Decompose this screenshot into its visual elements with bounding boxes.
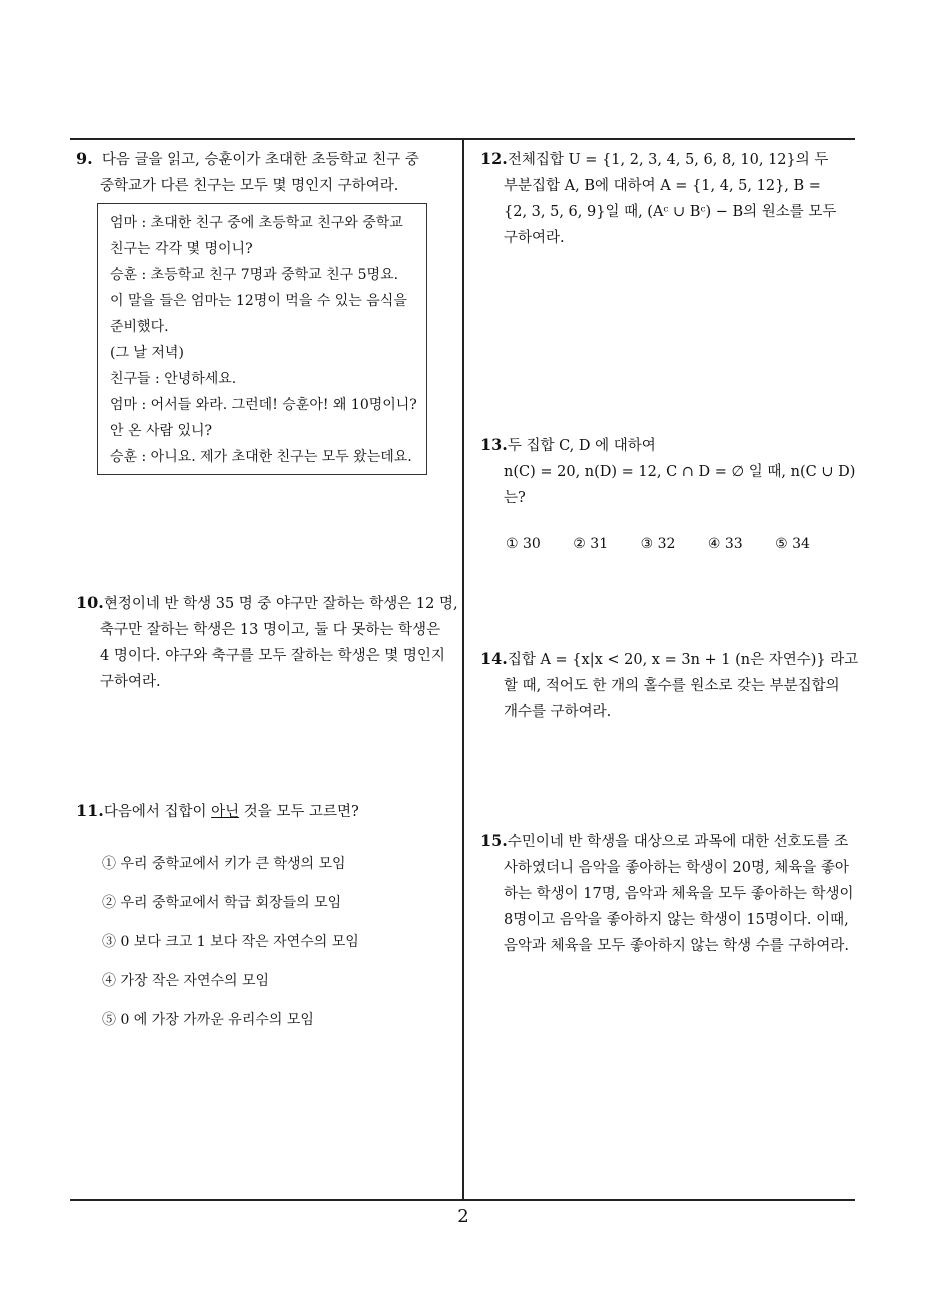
question-number: 14. (480, 649, 508, 668)
question-text: 하는 학생이 17명, 음악과 체육을 모두 좋아하는 학생이 (504, 886, 854, 902)
dialogue-line: 친구들 : 안녕하세요. (110, 371, 237, 387)
dialogue-line: 이 말을 들은 엄마는 12명이 먹을 수 있는 음식을 (110, 293, 407, 309)
question-10 (76, 590, 460, 695)
question-text: 8명이고 음악을 좋아하지 않는 학생이 15명이다. 이때, (504, 912, 849, 928)
question-text: 전체집합 U = {1, 2, 3, 4, 5, 6, 8, 10, 12}의 두 (507, 152, 829, 168)
question-text: 두 집합 C, D 에 대하여 (507, 438, 656, 454)
dialogue-line: 안 온 사람 있니? (110, 423, 213, 439)
question-10-line-1 (76, 590, 460, 617)
question-text: 다음에서 집합이 (103, 804, 212, 820)
question-text: 다음 글을 읽고, 승훈이가 초대한 초등학교 친구 중 (101, 152, 419, 168)
option-5: ⑤ 0 에 가장 가까운 유리수의 모임 (102, 1012, 314, 1028)
question-15-line-1 (480, 828, 860, 855)
dialogue-line: (그 날 저녁) (110, 345, 184, 361)
question-text: 현정이네 반 학생 35 명 중 야구만 잘하는 학생은 12 명, (103, 596, 458, 612)
question-11 (76, 798, 460, 825)
question-text: 중학교가 다른 친구는 모두 몇 명인지 구하여라. (100, 178, 399, 194)
dialogue-line: 친구는 각각 몇 명이니? (110, 241, 253, 257)
dialogue-line: 준비했다. (110, 319, 169, 335)
question-number: 10. (76, 593, 104, 612)
choice-4: ④ 33 (707, 536, 743, 552)
question-14 (480, 646, 860, 725)
question-text: 축구만 잘하는 학생은 13 명이고, 둘 다 못하는 학생은 (100, 622, 441, 638)
choice-5: ⑤ 34 (775, 536, 810, 552)
question-text: 4 명이다. 야구와 축구를 모두 잘하는 학생은 몇 명인지 (100, 648, 445, 664)
question-12-line-1 (480, 146, 860, 173)
underlined-word: 아닌 (211, 804, 240, 820)
question-15 (480, 828, 860, 959)
option-4: ④ 가장 작은 자연수의 모임 (102, 973, 270, 989)
question-text: 할 때, 적어도 한 개의 홀수를 원소로 갖는 부분집합의 (504, 678, 840, 694)
question-text: {2, 3, 5, 6, 9}일 때, (Aᶜ ∪ Bᶜ) − B의 원소를 모두 (504, 204, 837, 220)
question-text: 부분집합 A, B에 대하여 A = {1, 4, 5, 12}, B = (504, 178, 821, 194)
question-text: 수민이네 반 학생을 대상으로 과목에 대한 선호도를 조 (507, 834, 849, 850)
question-text: 집합 A = {x|x < 20, x = 3n + 1 (n은 자연수)} 라고 (507, 652, 859, 668)
option-2: ② 우리 중학교에서 학급 회장들의 모임 (102, 895, 342, 911)
question-14-line-1 (480, 646, 860, 673)
choice-3: ③ 32 (640, 536, 676, 552)
question-12 (480, 146, 860, 251)
question-11-line-1 (76, 798, 460, 825)
question-text: 는? (504, 490, 526, 506)
question-number: 11. (76, 801, 104, 820)
question-text: 구하여라. (504, 230, 565, 246)
dialogue-line: 엄마 : 어서들 와라. 그런데! 승훈아! 왜 10명이니? (110, 397, 417, 413)
option-1: ① 우리 중학교에서 키가 큰 학생의 모임 (102, 856, 346, 872)
dialogue-line: 승훈 : 초등학교 친구 7명과 중학교 친구 5명요. (110, 267, 399, 283)
option-3: ③ 0 보다 크고 1 보다 작은 자연수의 모임 (102, 934, 359, 950)
question-text: n(C) = 20, n(D) = 12, C ∩ D = ∅ 일 때, n(C ∪ D) (504, 464, 856, 480)
question-text: 것을 모두 고르면? (239, 804, 359, 820)
question-number: 12. (480, 149, 508, 168)
question-number: 15. (480, 831, 508, 850)
question-text: 사하였더니 음악을 좋아하는 학생이 20명, 체육을 좋아 (504, 860, 849, 876)
dialogue-line: 엄마 : 초대한 친구 중에 초등학교 친구와 중학교 (110, 215, 403, 231)
question-text: 음악과 체육을 모두 좋아하지 않는 학생 수를 구하여라. (504, 938, 850, 954)
question-number: 9. (76, 149, 93, 168)
question-text: 개수를 구하여라. (504, 704, 612, 720)
question-9 (76, 146, 456, 199)
question-13-line-1 (480, 432, 860, 459)
column-divider (462, 139, 464, 1201)
question-number: 13. (480, 435, 508, 454)
dialogue-line: 승훈 : 아니요. 제가 초대한 친구는 모두 왔는데요. (110, 449, 412, 465)
dialogue-box (97, 203, 427, 475)
question-text: 구하여라. (100, 674, 161, 690)
choice-2: ② 31 (573, 536, 609, 552)
choice-1: ① 30 (506, 536, 541, 552)
page-number: 2 (457, 1206, 469, 1227)
bottom-rule (70, 1199, 855, 1201)
question-9-line-1 (76, 146, 456, 173)
choice-row (506, 536, 838, 552)
question-13 (480, 432, 860, 511)
